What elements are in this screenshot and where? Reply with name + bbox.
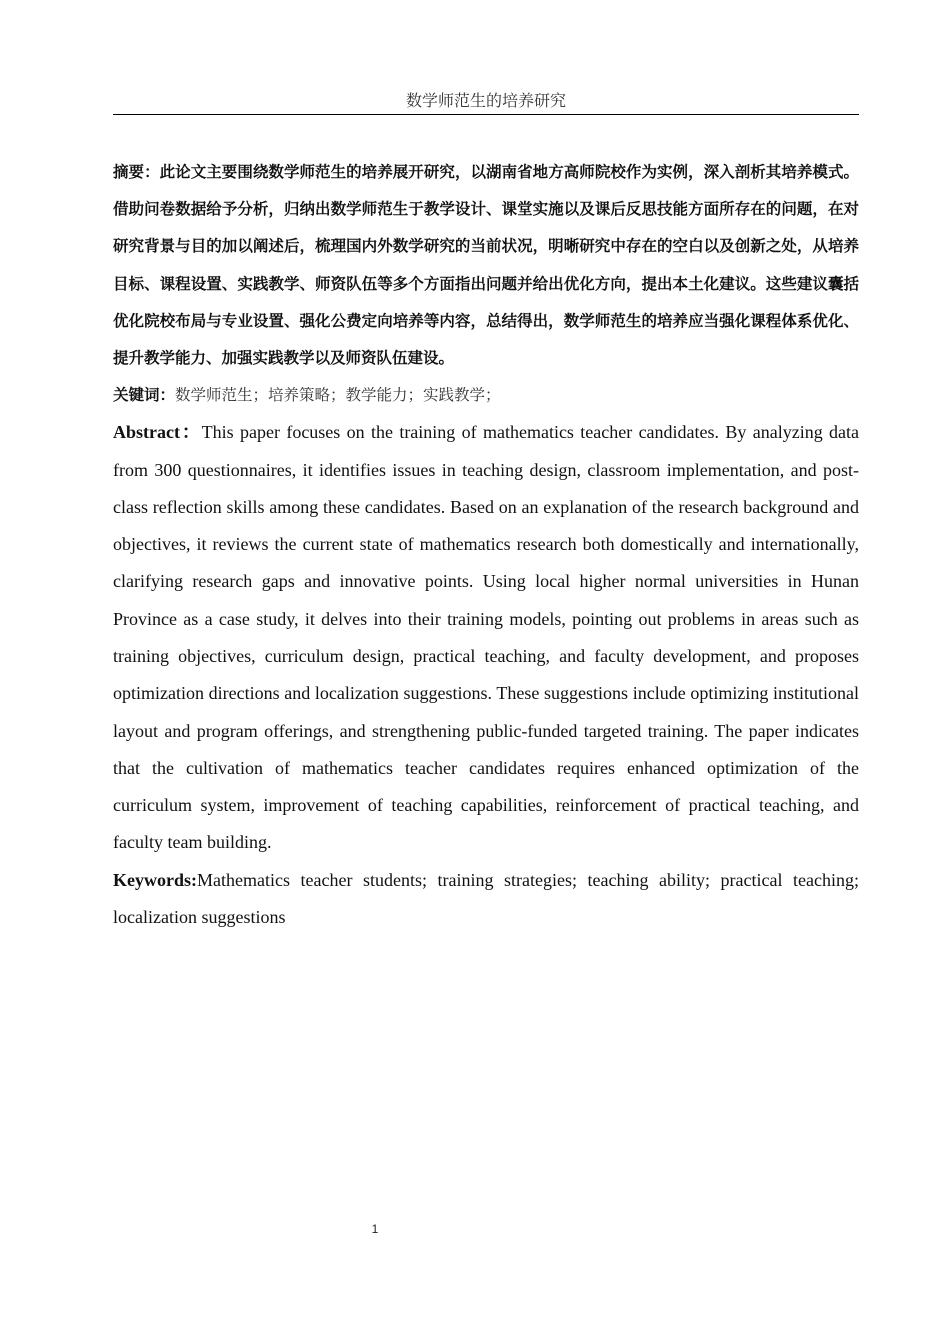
english-keywords-label: Keywords: [113,869,197,890]
english-abstract-label: Abstract： [113,422,202,443]
english-keywords-text: Mathematics teacher students; training strategies; teaching ability; practical teaching; localization suggestions [113,869,859,928]
chinese-keywords [113,376,859,414]
page-header [113,88,859,115]
chinese-abstract [113,153,859,376]
english-abstract-text: This paper focuses on the training of mathematics teacher candidates. By analyzing data from 300 questionnaires, it identifies issues in teaching design, classroom implementation, and post-class reflection skills among these candidates. Based on an explanation of the research background and objectives, it reviews the current state of mathematics research both domestically and internationally, clarifying research gaps and innovative points. Using local higher normal universities in Hunan Province as a case study, it delves into their training models, pointing out problems in areas such as training objectives, curriculum design, practical teaching, and faculty development, and proposes optimization directions and localization suggestions. These suggestions include optimizing institutional layout and program offerings, and strengthening public-funded targeted training. The paper indicates that the cultivation of mathematics teacher candidates requires enhanced optimization of the curriculum system, improvement of teaching capabilities, reinforcement of practical teaching, and faculty team building. [113,422,860,853]
chinese-keywords-label: 关键词： [113,385,176,405]
document-body [113,153,859,936]
english-keywords [113,862,859,937]
chinese-abstract-text: 此论文主要围绕数学师范生的培养展开研究，以湖南省地方高师院校作为实例，深入剖析其培养模式。借助问卷数据给予分析，归纳出数学师范生于教学设计、课堂实施以及课后反思技能方面所存在的问题，在对研究背景与目的加以阐述后，梳理国内外数学研究的当前状况，明晰研究中存在的空白以及创新之处，从培养目标、课程设置、实践教学、师资队伍等多个方面指出问题并给出优化方向，提出本土化建议。这些建议囊括优化院校布局与专业设置、强化公费定向培养等内容，总结得出，数学师范生的培养应当强化课程体系优化、提升教学能力、加强实践教学以及师资队伍建设。 [113,162,859,368]
chinese-keywords-text: 数学师范生；培养策略；教学能力；实践教学； [175,386,501,405]
page-header-title: 数学师范生的培养研究 [405,91,566,110]
chinese-abstract-label: 摘要： [113,162,160,181]
english-abstract [113,414,859,862]
page-number: 1 [371,1222,379,1236]
